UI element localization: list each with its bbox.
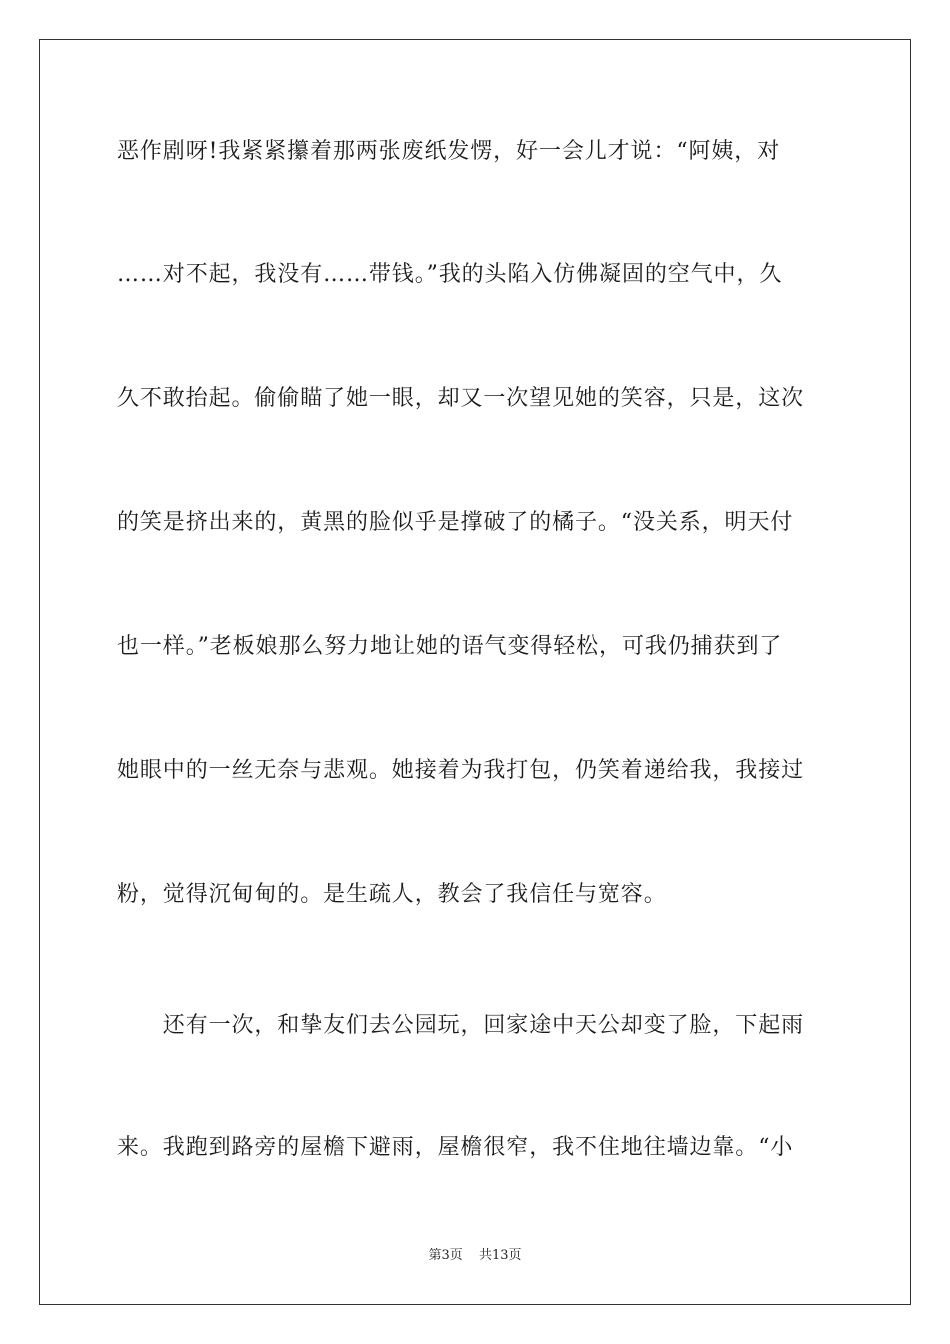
- text-line: 来。我跑到路旁的屋檐下避雨，屋檐很窄，我不住地往墙边靠。“小: [117, 1135, 794, 1160]
- text-line: ……对不起，我没有……带钱。”我的头陷入仿佛凝固的空气中，久: [117, 262, 783, 287]
- page-footer: [0, 1248, 950, 1264]
- page-total: 共13页: [478, 1248, 522, 1263]
- page-number: 第3页: [428, 1248, 463, 1263]
- page-border: [39, 39, 911, 1305]
- text-line: 的笑是挤出来的，黄黑的脸似乎是撑破了的橘子。“没关系，明天付: [117, 510, 794, 535]
- text-line: 她眼中的一丝无奈与悲观。她接着为我打包，仍笑着递给我，我接过: [117, 758, 805, 783]
- text-line: 粉，觉得沉甸甸的。是生疏人，教会了我信任与宽容。: [117, 882, 667, 907]
- text-line: 也一样。”老板娘那么努力地让她的语气变得轻松，可我仍捕获到了: [117, 634, 783, 659]
- text-line: 久不敢抬起。偷偷瞄了她一眼，却又一次望见她的笑容，只是，这次: [117, 386, 805, 411]
- text-line: 恶作剧呀!我紧紧攥着那两张废纸发愣，好一会儿才说：“阿姨，对: [117, 139, 781, 164]
- text-line: 还有一次，和挚友们去公园玩，回家途中天公却变了脸，下起雨: [117, 1013, 805, 1038]
